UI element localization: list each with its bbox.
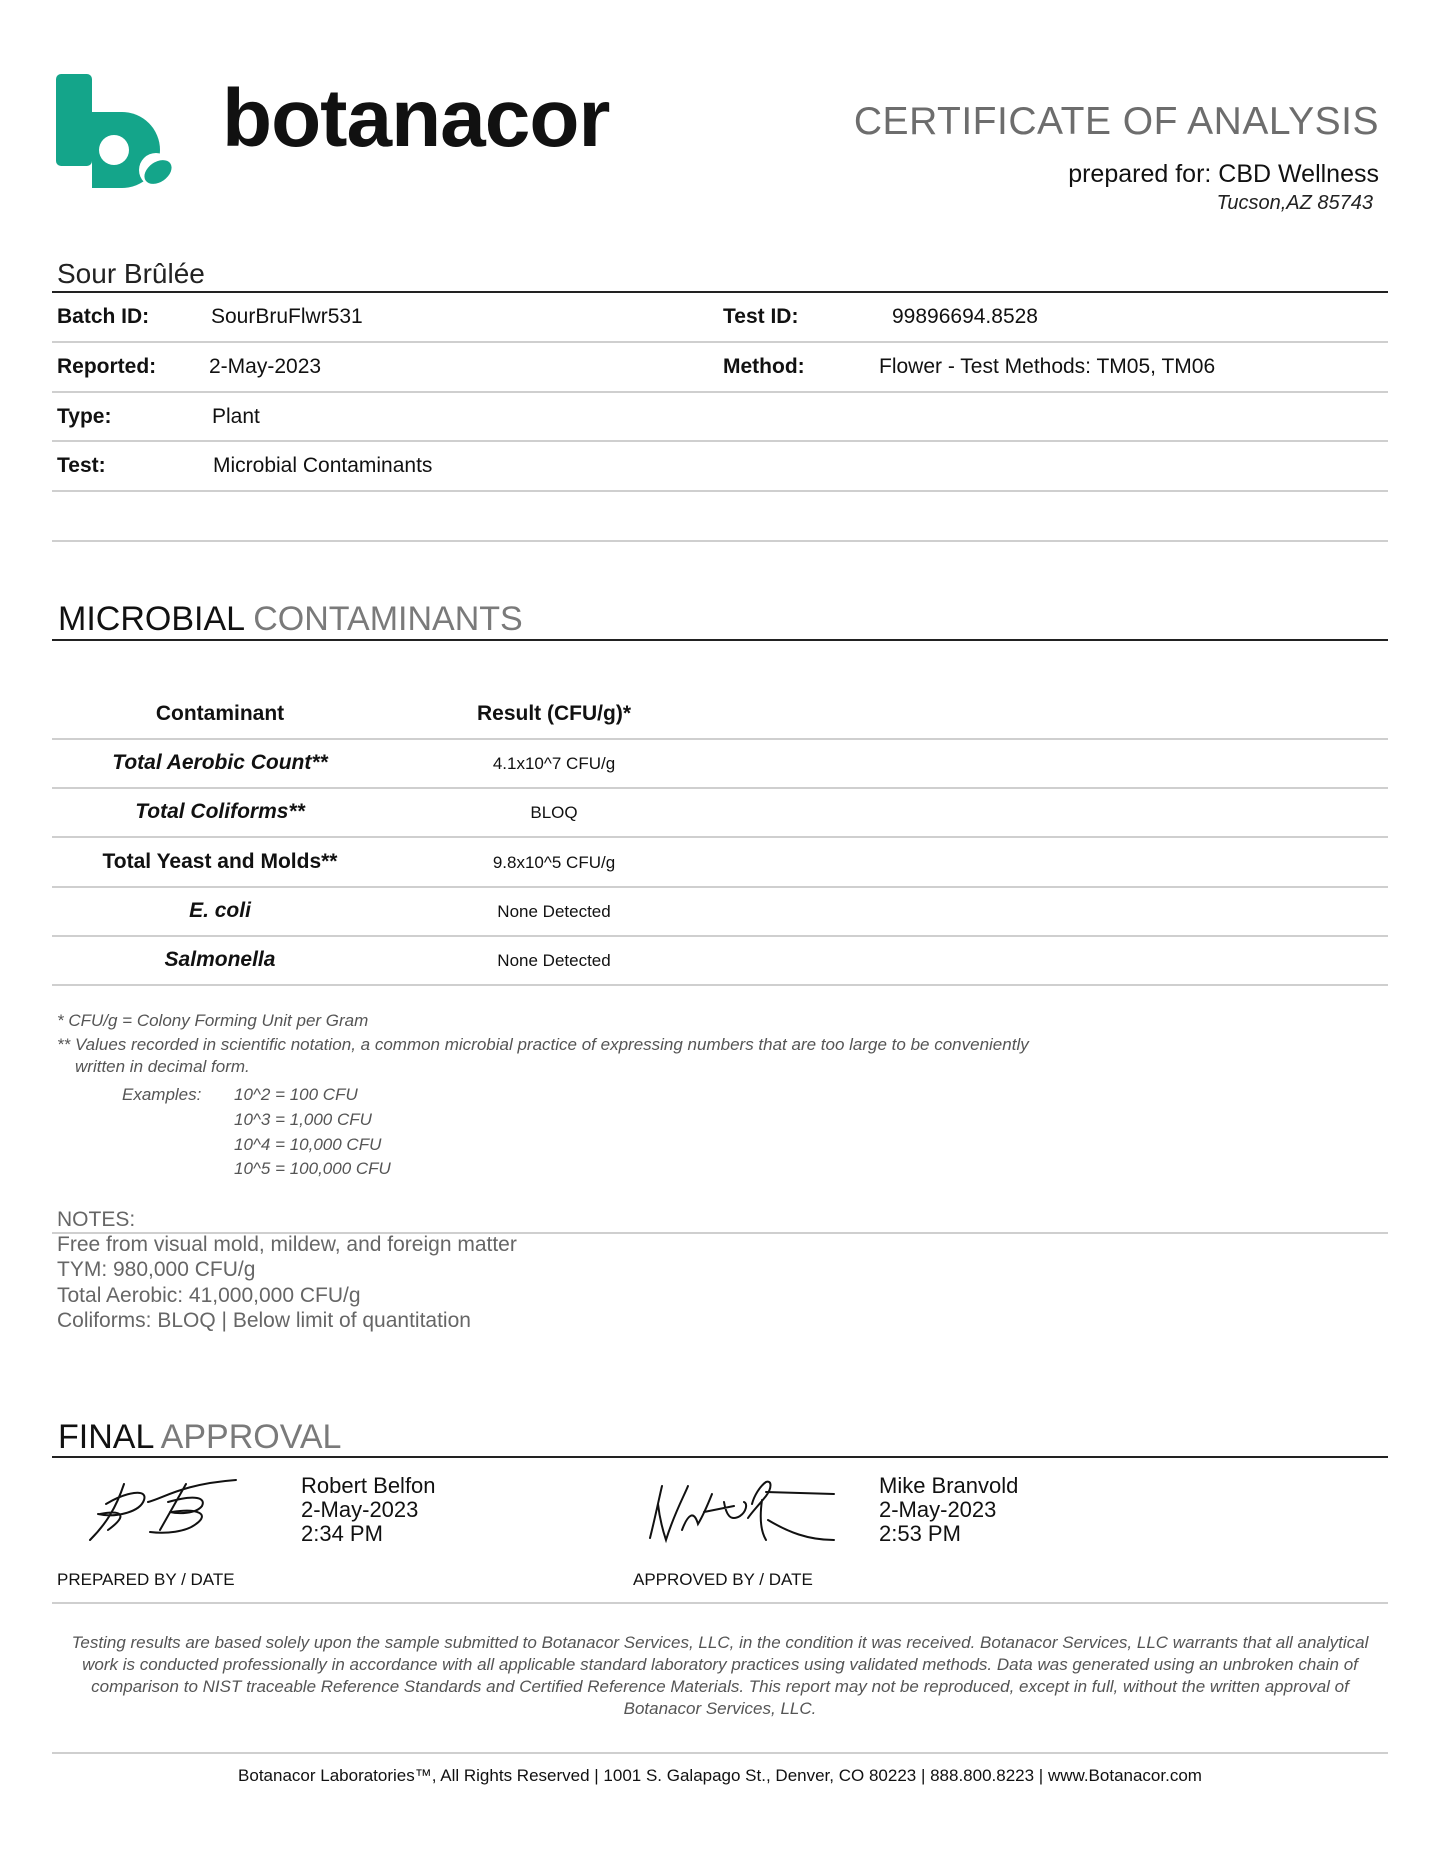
divider [52,291,1388,293]
divider [52,1602,1388,1604]
divider [52,341,1388,343]
note-line: Total Aerobic: 41,000,000 CFU/g [57,1284,361,1307]
note-line: Free from visual mold, mildew, and foreign matter [57,1233,517,1256]
test-label: Test: [57,454,106,477]
test-id-label: Test ID: [723,305,799,328]
reported-label: Reported: [57,355,157,378]
divider [52,787,1388,789]
divider [52,391,1388,393]
divider [52,639,1388,641]
contaminant-result: 9.8x10^5 CFU/g [492,853,616,872]
method-value: Flower - Test Methods: TM05, TM06 [879,355,1216,378]
preparer-time: 2:34 PM [301,1521,383,1546]
divider [52,490,1388,492]
contaminant-name: Total Coliforms** [135,800,305,823]
contaminant-result: BLOQ [530,803,578,822]
contaminant-name: Total Aerobic Count** [112,751,328,774]
example-item: 10^4 = 10,000 CFU [234,1135,382,1154]
contaminant-result: 4.1x10^7 CFU/g [492,754,616,773]
contaminant-name: Salmonella [164,948,276,971]
client-address: Tucson,AZ 85743 [1216,192,1373,214]
disclaimer: Testing results are based solely upon the sample submitted to Botanacor Services, LLC, in the condition it was received. Botanacor Services, LLC warrants that all analytical work is conducted professionally in accordance with all applicable standard laboratory practices using validated methods. Data was generated using an unbroken chain of comparison to NIST traceable Reference Standards and Certified Reference Materials. This report may not be reproduced, except in full, without the written approval of Botanacor Services, LLC. [71,1633,1369,1718]
type-label: Type: [57,405,112,428]
brand-name: botanacor [222,73,610,164]
notes-label: NOTES: [57,1208,136,1231]
divider [52,540,1388,542]
document-title: CERTIFICATE OF ANALYSIS [853,100,1379,143]
divider [52,1456,1388,1458]
footnote-cfu: * CFU/g = Colony Forming Unit per Gram [57,1011,369,1030]
botanacor-b-logo-icon [56,74,176,190]
contaminant-result: None Detected [497,902,611,921]
col-header-contaminant: Contaminant [155,702,285,725]
batch-id-label: Batch ID: [57,305,150,328]
example-item: 10^3 = 1,000 CFU [234,1110,372,1129]
approver-name: Mike Branvold [879,1473,1019,1498]
sample-name: Sour Brûlée [57,258,205,289]
info-row-batch [0,305,1445,353]
divider [52,1752,1388,1754]
approver-block [879,1474,1018,1546]
contaminant-name: Total Yeast and Molds** [102,850,338,873]
type-value: Plant [212,405,260,428]
client-name: CBD Wellness [1218,160,1379,188]
preparer-name: Robert Belfon [301,1473,436,1498]
batch-id-value: SourBruFlwr531 [211,305,363,328]
divider [52,935,1388,937]
note-line: TYM: 980,000 CFU/g [57,1258,256,1281]
divider [52,440,1388,442]
test-value: Microbial Contaminants [213,454,433,477]
reported-value: 2-May-2023 [209,355,322,378]
prepared-for [1068,160,1379,189]
test-id-value: 99896694.8528 [892,305,1038,328]
contaminant-result: None Detected [497,951,611,970]
divider [52,984,1388,986]
info-row-test [0,454,1445,502]
preparer-date: 2-May-2023 [301,1497,419,1522]
approver-date: 2-May-2023 [879,1497,997,1522]
examples-label: Examples: [122,1085,202,1104]
example-item: 10^2 = 100 CFU [234,1085,358,1104]
prepared-by-caption: PREPARED BY / DATE [57,1570,235,1589]
divider [52,738,1388,740]
footnote-scientific: ** Values recorded in scientific notation, a common microbial practice of expressing numbers that are too large to be conveniently [57,1035,1029,1054]
approver-signature [648,1474,838,1544]
method-label: Method: [723,355,805,378]
approval-section-title: FINAL APPROVAL [58,1418,342,1456]
microbial-section-title: MICROBIAL CONTAMINANTS [58,600,523,638]
approved-by-caption: APPROVED BY / DATE [633,1570,813,1589]
info-row-reported [0,355,1445,403]
footnote-scientific-cont: written in decimal form. [75,1057,250,1076]
preparer-block [301,1474,436,1546]
contaminant-name: E. coli [189,899,251,922]
divider [52,886,1388,888]
footer: Botanacor Laboratories™, All Rights Reserved | 1001 S. Galapago St., Denver, CO 80223 | 888.800.8223 | www.Botanacor.com [238,1766,1202,1785]
note-line: Coliforms: BLOQ | Below limit of quantitation [57,1309,471,1332]
divider [52,836,1388,838]
info-row-type [0,405,1445,453]
preparer-signature [86,1474,242,1544]
prepared-for-label: prepared for: [1068,160,1212,188]
approver-time: 2:53 PM [879,1521,961,1546]
col-header-result: Result (CFU/g)* [477,702,631,725]
example-item: 10^5 = 100,000 CFU [234,1159,391,1178]
